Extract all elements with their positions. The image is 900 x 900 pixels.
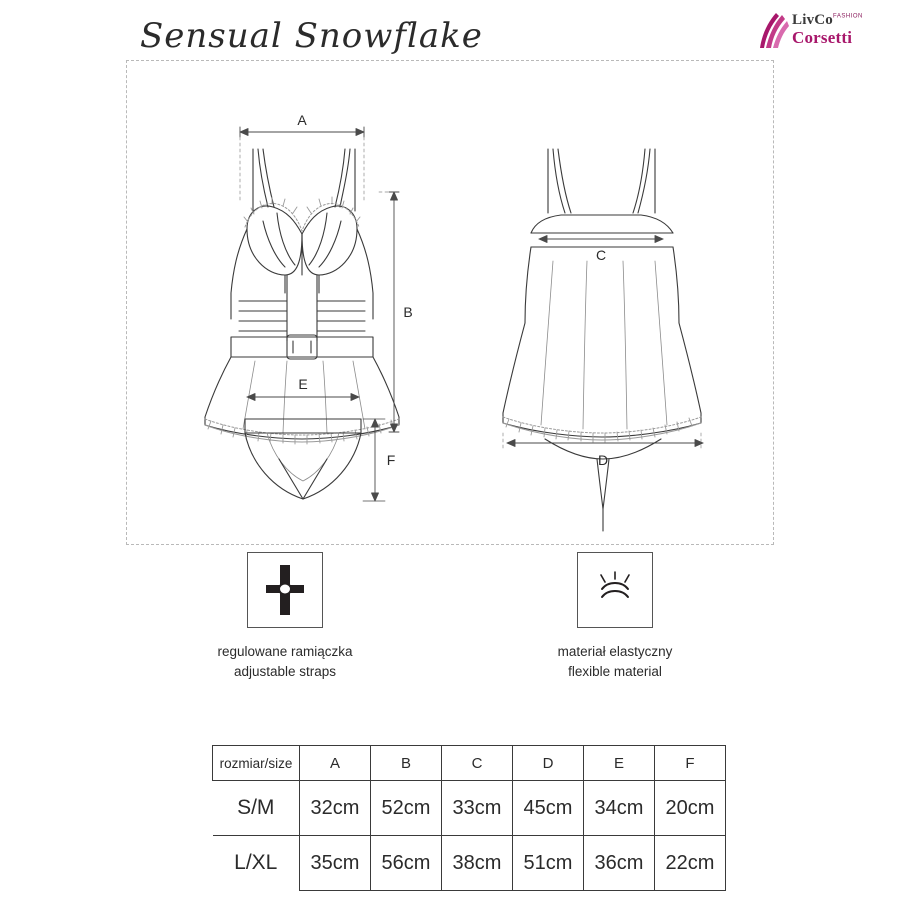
table-header-e: E: [584, 746, 655, 781]
table-header-f: F: [655, 746, 726, 781]
feature-list: [0, 552, 900, 681]
cell-lxl-f: 22cm: [655, 836, 726, 891]
flexible-material-caption-pl: materiał elastyczny: [557, 644, 673, 659]
garment-measurement-diagram: [127, 61, 773, 544]
table-header-row: [213, 746, 726, 781]
flexible-material-caption: [520, 642, 710, 681]
page-title: Sensual Snowflake: [140, 16, 483, 56]
table-header-b: B: [371, 746, 442, 781]
cell-sm-d: 45cm: [513, 781, 584, 836]
size-table: [212, 745, 726, 891]
label-c: C: [595, 247, 607, 263]
row-size-lxl: L/XL: [213, 836, 300, 891]
cell-lxl-a: 35cm: [300, 836, 371, 891]
table-header-c: C: [442, 746, 513, 781]
table-header-size: rozmiar/size: [213, 746, 300, 781]
label-e: E: [298, 376, 308, 392]
dimension-arrow-a: [240, 127, 364, 137]
cell-lxl-d: 51cm: [513, 836, 584, 891]
thong-front-illustration: [245, 419, 361, 499]
table-row: [213, 781, 726, 836]
cell-lxl-c: 38cm: [442, 836, 513, 891]
feature-flexible-material: [520, 552, 710, 681]
adjustable-straps-icon: [258, 563, 312, 617]
logo-wordmark: [792, 12, 863, 47]
cell-sm-f: 20cm: [655, 781, 726, 836]
cell-sm-b: 52cm: [371, 781, 442, 836]
label-d: D: [597, 452, 609, 468]
flexible-material-icon: [588, 563, 642, 617]
cell-lxl-e: 36cm: [584, 836, 655, 891]
flexible-material-icon-box: [577, 552, 653, 628]
cell-sm-a: 32cm: [300, 781, 371, 836]
adjustable-straps-caption-en: adjustable straps: [233, 663, 337, 679]
dimension-arrow-b: [389, 192, 399, 432]
measurement-diagram-panel: [126, 60, 774, 545]
cell-sm-c: 33cm: [442, 781, 513, 836]
table-row: [213, 836, 726, 891]
adjustable-straps-caption-pl: regulowane ramiączka: [217, 644, 353, 659]
dimension-arrow-e: [247, 394, 359, 401]
table-header-d: D: [513, 746, 584, 781]
logo-corsetti-text: Corsetti: [792, 27, 853, 47]
label-b: B: [403, 304, 413, 320]
flexible-material-caption-en: flexible material: [568, 663, 662, 679]
brand-logo: [756, 8, 876, 56]
dimension-arrow-c: [539, 236, 663, 243]
logo-fashion-text: FASHION: [833, 13, 863, 20]
adjustable-straps-caption: [190, 642, 380, 681]
adjustable-straps-icon-box: [247, 552, 323, 628]
cell-lxl-b: 56cm: [371, 836, 442, 891]
logo-mark-icon: [756, 10, 790, 52]
label-f: F: [386, 452, 396, 468]
logo-livco-text: LivCo: [792, 12, 834, 28]
cell-sm-e: 34cm: [584, 781, 655, 836]
feature-adjustable-straps: [190, 552, 380, 681]
table-header-a: A: [300, 746, 371, 781]
label-a: A: [297, 112, 307, 128]
row-size-sm: S/M: [213, 781, 300, 836]
back-view-illustration: [503, 149, 701, 442]
front-view-illustration: [205, 149, 399, 444]
